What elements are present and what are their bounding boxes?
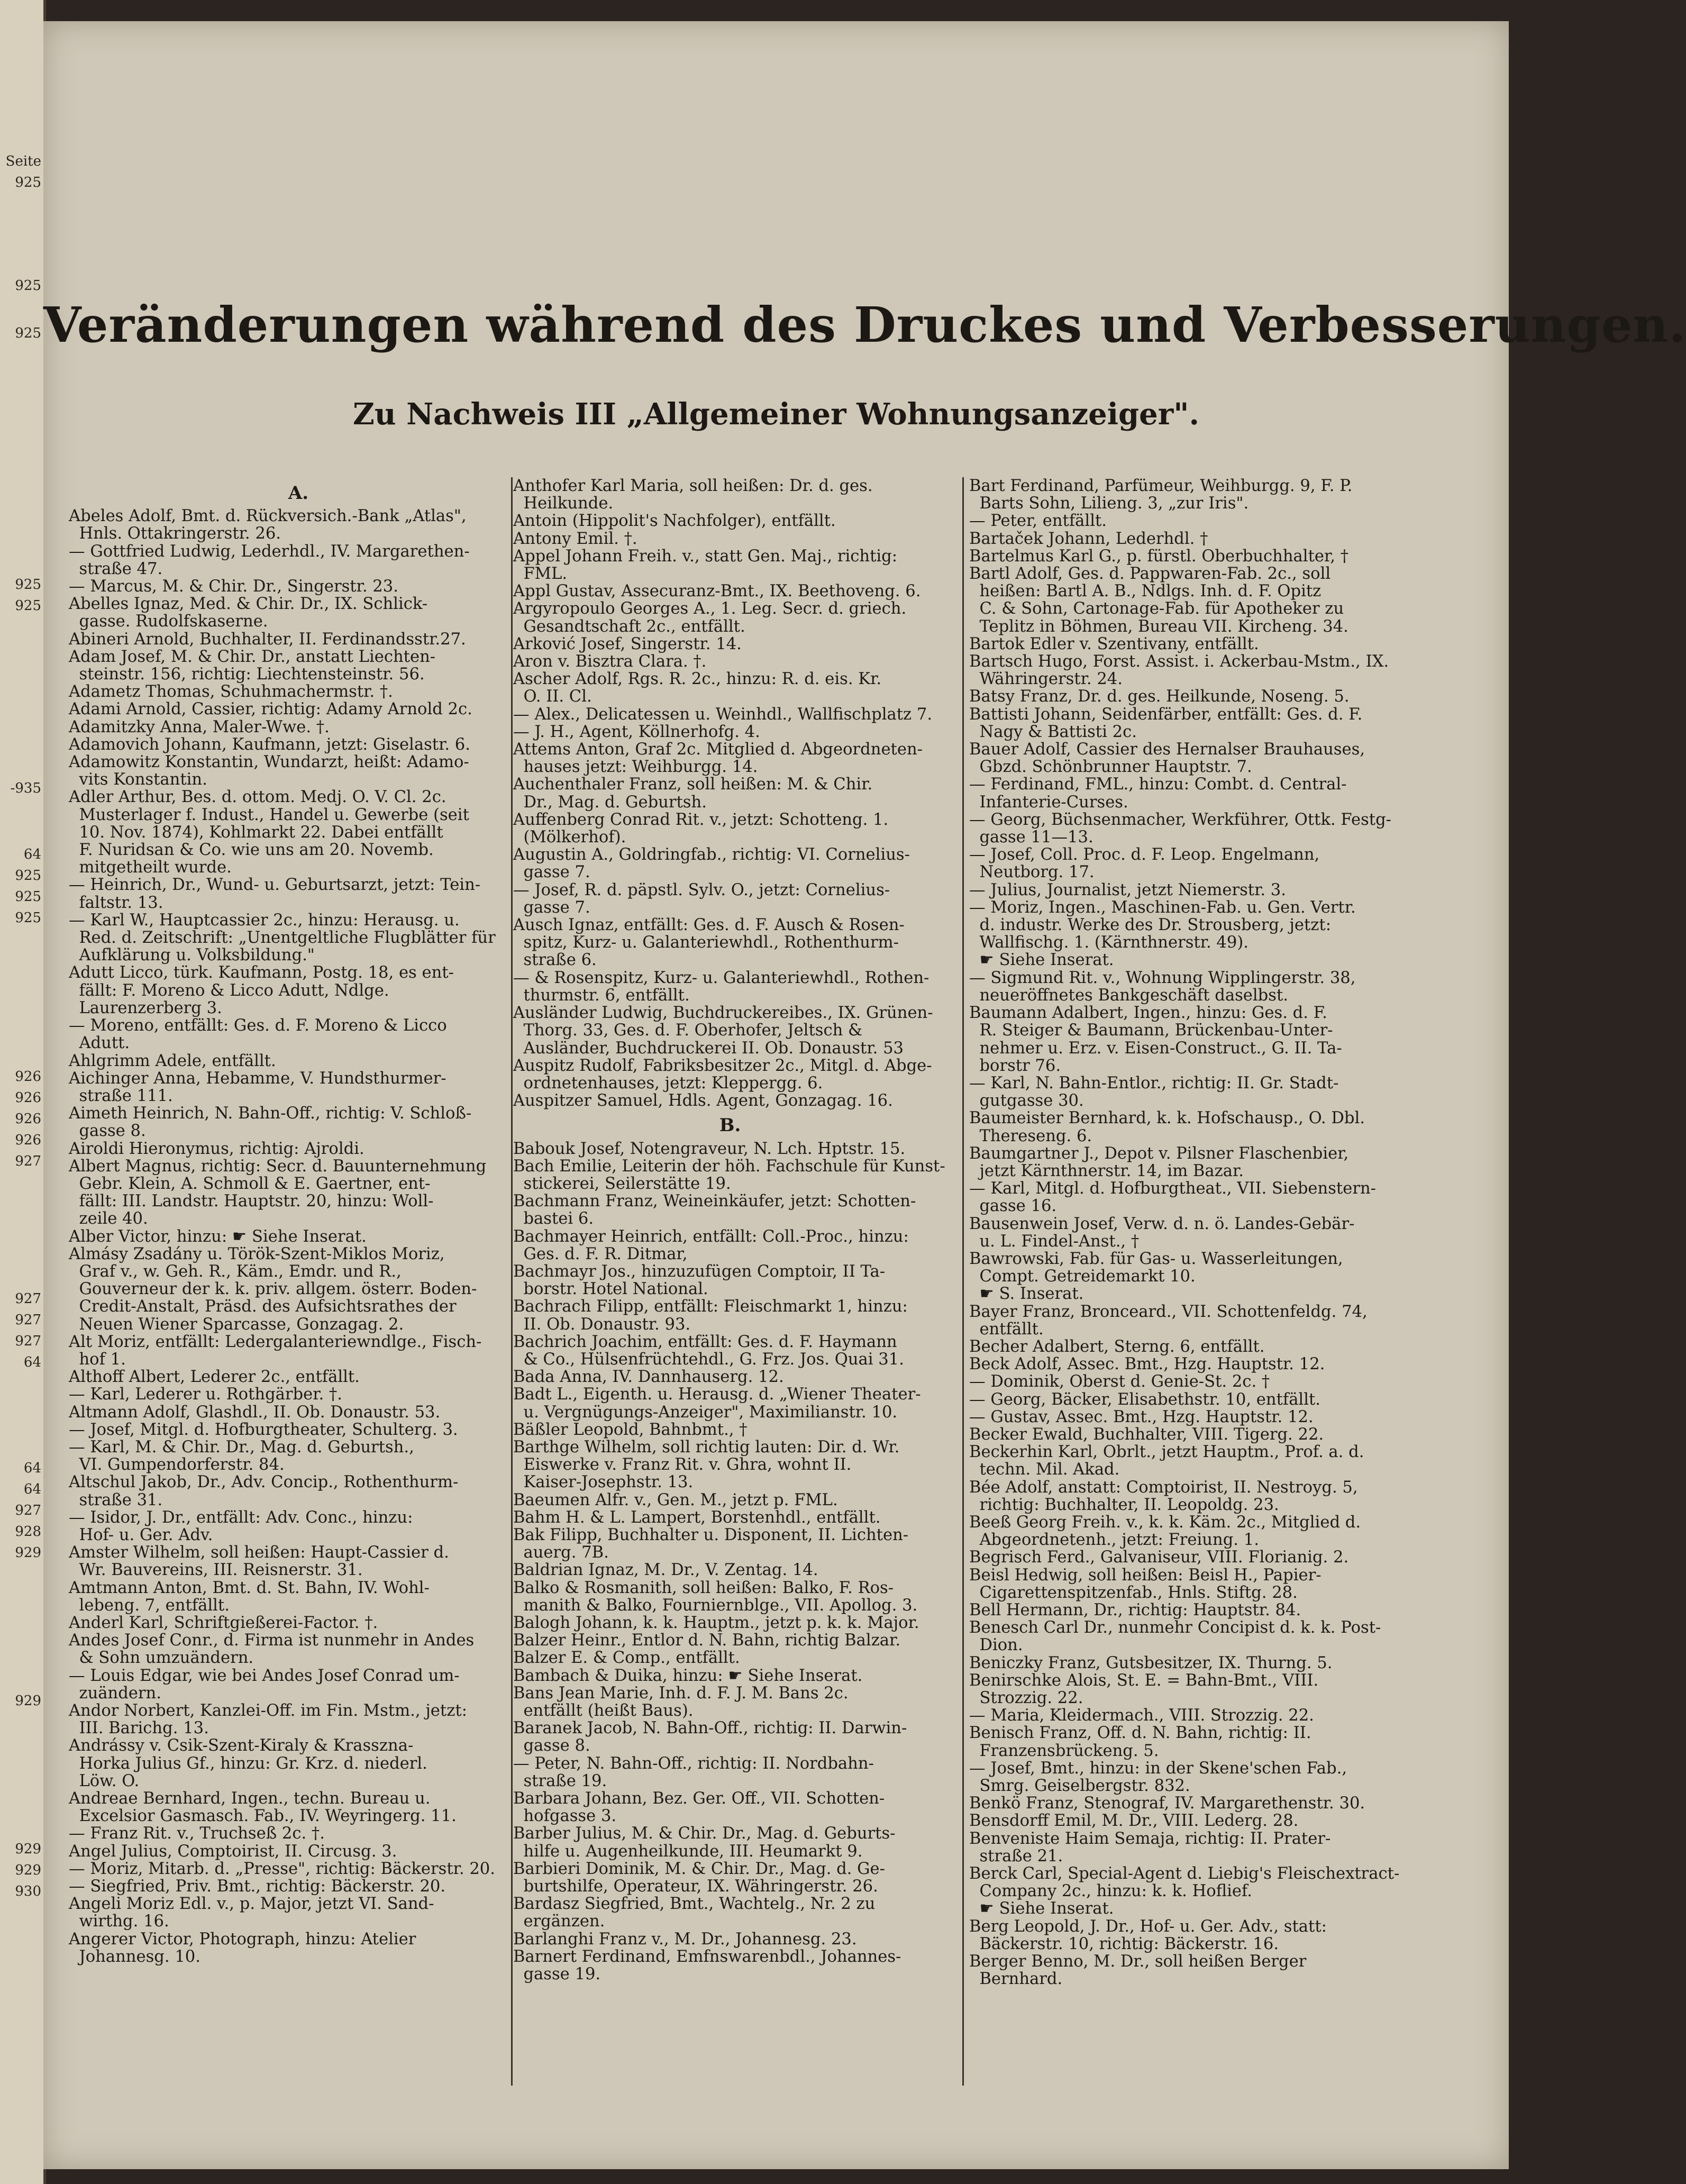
- entry-line: Barlanghi Franz v., M. Dr., Johannesg. 23.: [513, 1930, 857, 1949]
- entry-line: O. II. Cl.: [513, 687, 592, 706]
- entry-line: — Gottfried Ludwig, Lederhdl., IV. Margarethen-: [69, 542, 470, 561]
- entry-line: — Maria, Kleidermach., VIII. Strozzig. 22.: [969, 1706, 1314, 1725]
- entry-line: Auspitzer Samuel, Hdls. Agent, Gonzagag. 16.: [513, 1091, 893, 1111]
- entry-line: Bawrowski, Fab. für Gas- u. Wasserleitungen,: [969, 1249, 1343, 1268]
- margin-page-number: 64: [23, 1354, 41, 1370]
- entry-line: Infanterie-Curses.: [969, 793, 1128, 812]
- entry-line: Credit-Anstalt, Präsd. des Aufsichtsrathes der: [69, 1297, 457, 1316]
- entry-line: gasse 7.: [513, 863, 590, 882]
- entry-line: — Karl, M. & Chir. Dr., Mag. d. Geburtsh.,: [69, 1437, 414, 1457]
- entry-line: Augustin A., Goldringfab., richtig: VI. Cornelius-: [513, 845, 910, 865]
- entry-line: Adametz Thomas, Schuhmachermstr. †.: [69, 683, 393, 702]
- entry-line: Adamowitz Konstantin, Wundarzt, heißt: Adamo-: [69, 753, 469, 772]
- entry-line: Beisl Hedwig, soll heißen: Beisl H., Papier-: [969, 1566, 1322, 1585]
- entry-line: hauses jetzt: Weihburgg. 14.: [513, 758, 758, 777]
- entry-line: entfällt.: [969, 1320, 1044, 1339]
- entry-line: Smrg. Geiselbergstr. 832.: [969, 1777, 1190, 1796]
- entry-line: burtshilfe, Operateur, IX. Währingerstr. 26.: [513, 1877, 878, 1896]
- entry-line: richtig: Buchhalter, II. Leopoldg. 23.: [969, 1495, 1279, 1514]
- entry-line: Hnls. Ottakringerstr. 26.: [69, 524, 281, 543]
- entry-line: Beck Adolf, Assec. Bmt., Hzg. Hauptstr. 12.: [969, 1355, 1325, 1374]
- entry-line: — Siegfried, Priv. Bmt., richtig: Bäckerstr. 20.: [69, 1877, 446, 1896]
- entry-line: Gebr. Klein, A. Schmoll & E. Gaertner, ent-: [69, 1174, 431, 1193]
- margin-page-number: 925: [15, 910, 41, 926]
- entry-line: straße 19.: [513, 1771, 607, 1790]
- entry-line: Musterlager f. Indust., Handel u. Gewerbe (seit: [69, 805, 469, 824]
- margin-page-number: 925: [15, 278, 41, 294]
- entry-line: Baranek Jacob, N. Bahn-Off., richtig: II. Darwin-: [513, 1719, 907, 1738]
- entry-line: Baumgartner J., Depot v. Pilsner Flaschenbier,: [969, 1144, 1349, 1163]
- entry-line: Auspitz Rudolf, Fabriksbesitzer 2c., Mitgl. d. Abge-: [513, 1056, 932, 1075]
- document-page: [43, 21, 1686, 2169]
- entry-line: Anthofer Karl Maria, soll heißen: Dr. d. ges.: [513, 477, 873, 495]
- entry-line: zuändern.: [69, 1684, 161, 1703]
- entry-line: Bäßler Leopold, Bahnbmt., †: [513, 1420, 748, 1439]
- entry-line: Angeli Moriz Edl. v., p. Major, jetzt VI. Sand-: [69, 1895, 434, 1914]
- entry-line: — & Rosenspitz, Kurz- u. Galanteriewhdl., Rothen-: [513, 968, 929, 987]
- entry-line: Antoin (Hippolit's Nachfolger), entfällt.: [513, 512, 836, 531]
- entry-line: manith & Balko, Fourniernblge., VII. Apollog. 3.: [513, 1596, 918, 1615]
- entry-line: Barnert Ferdinand, Emfnswarenbdl., Johannes-: [513, 1947, 901, 1966]
- entry-line: Benisch Franz, Off. d. N. Bahn, richtig: II.: [969, 1724, 1311, 1743]
- entry-line: Andes Josef Conr., d. Firma ist nunmehr in Andes: [69, 1631, 475, 1650]
- entry-line: Arković Josef, Singerstr. 14.: [513, 634, 742, 653]
- entry-line: Excelsior Gasmasch. Fab., IV. Weyringerg. 11.: [69, 1807, 457, 1826]
- entry-line: III. Barichg. 13.: [69, 1719, 209, 1738]
- entry-line: Dr., Mag. d. Geburtsh.: [513, 793, 707, 812]
- entry-line: Wallfischg. 1. (Kärnthnerstr. 49).: [969, 933, 1249, 952]
- entry-line: Amster Wilhelm, soll heißen: Haupt-Cassier d.: [69, 1543, 449, 1562]
- entry-line: Adami Arnold, Cassier, richtig: Adamy Arnold 2c.: [69, 700, 472, 719]
- entry-line: Bartsch Hugo, Forst. Assist. i. Ackerbau-Mstm., IX.: [969, 652, 1389, 671]
- entry-line: — Louis Edgar, wie bei Andes Josef Conrad um-: [69, 1666, 460, 1685]
- entry-line: Berg Leopold, J. Dr., Hof- u. Ger. Adv., statt:: [969, 1917, 1327, 1936]
- margin-page-number: 929: [15, 1545, 41, 1561]
- entry-line: Andreae Bernhard, Ingen., techn. Bureau u.: [69, 1789, 431, 1808]
- entry-line: (Mölkerhof).: [513, 828, 626, 847]
- entry-line: Bartelmus Karl G., p. fürstl. Oberbuchhalter, †: [969, 547, 1348, 566]
- entry-line: Beniczky Franz, Gutsbesitzer, IX. Thurng. 5.: [969, 1653, 1333, 1672]
- page-title: Veränderungen während des Druckes und Verbesserungen.: [43, 296, 1686, 353]
- entry-line: neueröffnetes Bankgeschäft daselbst.: [969, 986, 1288, 1005]
- entry-line: — Marcus, M. & Chir. Dr., Singerstr. 23.: [69, 577, 398, 596]
- margin-page-number: 925: [15, 868, 41, 884]
- entry-line: auerg. 7B.: [513, 1543, 609, 1562]
- entry-line: Baumann Adalbert, Ingen., hinzu: Ges. d. F.: [969, 1004, 1327, 1023]
- entry-line: Adamitzky Anna, Maler-Wwe. †.: [69, 717, 330, 736]
- margin-page-number: 925: [15, 598, 41, 614]
- entry-line: — Gustav, Assec. Bmt., Hzg. Hauptstr. 12.: [969, 1407, 1314, 1426]
- entry-line: Thorg. 33, Ges. d. F. Oberhofer, Jeltsch &: [513, 1021, 863, 1040]
- entry-line: gasse 11—13.: [969, 828, 1093, 847]
- margin-page-number: 927: [15, 1153, 41, 1169]
- entry-line: Batsy Franz, Dr. d. ges. Heilkunde, Noseng. 5.: [969, 687, 1350, 706]
- entry-line: Nagy & Battisti 2c.: [969, 722, 1137, 741]
- entry-line: — Karl, Mitgl. d. Hofburgtheat., VII. Siebenstern-: [969, 1179, 1376, 1198]
- entry-line: steinstr. 156, richtig: Liechtensteinstr. 56.: [69, 665, 425, 684]
- entry-line: Airoldi Hieronymus, richtig: Ajroldi.: [69, 1139, 364, 1158]
- entry-line: — Sigmund Rit. v., Wohnung Wipplingerstr. 38,: [969, 968, 1356, 987]
- entry-line: Abeles Adolf, Bmt. d. Rückversich.-Bank „Atlas",: [69, 507, 467, 526]
- entry-line: Anderl Karl, Schriftgießerei-Factor. †.: [69, 1614, 378, 1632]
- entry-line: d. industr. Werke des Dr. Strousberg, jetzt:: [969, 916, 1332, 935]
- entry-line: jetzt Kärnthnerstr. 14, im Bazar.: [969, 1161, 1244, 1180]
- entry-line: techn. Mil. Akad.: [969, 1460, 1120, 1479]
- entry-line: Almásy Zsadány u. Török-Szent-Miklos Moriz,: [69, 1244, 445, 1263]
- entry-line: — Georg, Büchsenmacher, Werkführer, Ottk. Festg-: [969, 810, 1392, 829]
- entry-line: Appel Johann Freih. v., statt Gen. Maj., richtig:: [513, 547, 898, 566]
- entry-line: & Sohn umzuändern.: [69, 1649, 254, 1668]
- entry-line: Altmann Adolf, Glashdl., II. Ob. Donaustr. 53.: [69, 1403, 441, 1422]
- entry-line: Bak Filipp, Buchhalter u. Disponent, II. Lichten-: [513, 1525, 909, 1544]
- entry-line: Auffenberg Conrad Rit. v., jetzt: Schotteng. 1.: [513, 810, 889, 829]
- entry-line: Währingerstr. 24.: [969, 670, 1123, 689]
- margin-page-number: 925: [15, 577, 41, 593]
- entry-line: Aichinger Anna, Hebamme, V. Hundsthurmer-: [69, 1069, 446, 1088]
- entry-line: — Georg, Bäcker, Elisabethstr. 10, entfällt.: [969, 1390, 1321, 1409]
- entry-line: Bayer Franz, Bronceard., VII. Schottenfeldg. 74,: [969, 1302, 1368, 1321]
- entry-line: Bardasz Siegfried, Bmt., Wachtelg., Nr. 2 zu: [513, 1895, 876, 1914]
- entry-line: Barber Julius, M. & Chir. Dr., Mag. d. Geburts-: [513, 1824, 896, 1843]
- entry-line: Hof- u. Ger. Adv.: [69, 1525, 213, 1544]
- entry-line: Andor Norbert, Kanzlei-Off. im Fin. Mstm., jetzt:: [69, 1701, 467, 1721]
- entry-line: Ascher Adolf, Rgs. R. 2c., hinzu: R. d. eis. Kr.: [513, 670, 882, 689]
- entry-line: Amtmann Anton, Bmt. d. St. Bahn, IV. Wohl-: [69, 1578, 430, 1597]
- entry-line: Aufklärung u. Volksbildung.": [69, 946, 315, 965]
- entry-line: Becker Ewald, Buchhalter, VIII. Tigerg. 22.: [969, 1425, 1324, 1444]
- entry-line: Bachmayer Heinrich, entfällt: Coll.-Proc., hinzu:: [513, 1227, 909, 1246]
- entry-line: Bell Hermann, Dr., richtig: Hauptstr. 84.: [969, 1601, 1301, 1619]
- entry-line: Franzensbrückeng. 5.: [969, 1741, 1159, 1760]
- entry-line: Strozzig. 22.: [969, 1689, 1083, 1708]
- entry-line: Altschul Jakob, Dr., Adv. Concip., Rothenthurm-: [69, 1473, 459, 1492]
- entry-line: Gesandtschaft 2c., entfällt.: [513, 617, 745, 636]
- margin-page-number: 929: [15, 1693, 41, 1709]
- entry-line: Auchenthaler Franz, soll heißen: M. & Chir.: [513, 775, 873, 794]
- margin-page-number: 929: [15, 1862, 41, 1878]
- entry-line: F. Nuridsan & Co. wie uns am 20. Novemb.: [69, 841, 434, 860]
- entry-line: borstr 76.: [969, 1056, 1061, 1075]
- entry-line: Löw. O.: [69, 1771, 140, 1790]
- entry-line: ☛ Siehe Inserat.: [969, 1899, 1114, 1918]
- entry-line: — Karl, N. Bahn-Entlor., richtig: II. Gr. Stadt-: [969, 1073, 1339, 1093]
- text-column-3: [969, 477, 1477, 2086]
- entry-line: borstr. Hotel National.: [513, 1280, 708, 1299]
- entry-line: Aimeth Heinrich, N. Bahn-Off., richtig: V. Schloß-: [69, 1104, 472, 1123]
- entry-line: Company 2c., hinzu: k. k. Hoflief.: [969, 1882, 1252, 1901]
- entry-line: gasse 7.: [513, 898, 590, 917]
- page-subtitle: Zu Nachweis III „Allgemeiner Wohnungsanzeiger".: [353, 397, 1199, 432]
- entry-line: & Co., Hülsenfrüchtehdl., G. Frz. Jos. Quai 31.: [513, 1350, 904, 1369]
- entry-line: — Peter, N. Bahn-Off., richtig: II. Nordbahn-: [513, 1754, 874, 1773]
- entry-line: Johannesg. 10.: [69, 1947, 201, 1966]
- entry-line: Ahlgrimm Adele, entfällt.: [69, 1051, 276, 1070]
- margin-page-number: 925: [15, 889, 41, 905]
- entry-line: Bans Jean Marie, Inh. d. F. J. M. Bans 2c.: [513, 1684, 849, 1703]
- margin-page-number: 925: [15, 175, 41, 190]
- entry-line: Adler Arthur, Bes. d. ottom. Medj. O. V. Cl. 2c.: [69, 788, 446, 807]
- entry-line: Eiswerke v. Franz Rit. v. Ghra, wohnt II.: [513, 1455, 852, 1475]
- entry-line: gasse 8.: [69, 1122, 146, 1141]
- entry-line: Adamovich Johann, Kaufmann, jetzt: Giselastr. 6.: [69, 735, 470, 754]
- entry-line: gasse 8.: [513, 1736, 590, 1755]
- margin-page-number: 927: [15, 1291, 41, 1307]
- entry-line: Bachrich Joachim, entfällt: Ges. d. F. Haymann: [513, 1332, 897, 1351]
- entry-line: Alt Moriz, entfällt: Ledergalanteriewndlge., Fisch-: [69, 1332, 482, 1351]
- margin-page-number: 64: [23, 1481, 41, 1497]
- entry-line: — Dominik, Oberst d. Genie-St. 2c. †: [969, 1372, 1270, 1391]
- entry-line: Bernhard.: [969, 1970, 1063, 1989]
- entry-line: Barthge Wilhelm, soll richtig lauten: Dir. d. Wr.: [513, 1437, 900, 1457]
- entry-line: Bach Emilie, Leiterin der höh. Fachschule für Kunst-: [513, 1157, 945, 1176]
- entry-line: straße 21.: [969, 1846, 1063, 1866]
- entry-line: Aron v. Bisztra Clara. †.: [513, 652, 707, 671]
- entry-line: 10. Nov. 1874), Kohlmarkt 22. Dabei entfällt: [69, 823, 443, 842]
- entry-line: Berger Benno, M. Dr., soll heißen Berger: [969, 1952, 1307, 1971]
- entry-line: Bartl Adolf, Ges. d. Pappwaren-Fab. 2c., soll: [969, 565, 1331, 584]
- entry-line: nehmer u. Erz. v. Eisen-Construct., G. II. Ta-: [969, 1039, 1342, 1058]
- entry-line: straße 31.: [69, 1490, 163, 1509]
- entry-line: Balogh Johann, k. k. Hauptm., jetzt p. k. k. Major.: [513, 1614, 919, 1632]
- entry-line: Andrássy v. Csik-Szent-Kiraly & Krasszna-: [69, 1736, 414, 1755]
- entry-line: — Moriz, Mitarb. d. „Presse", richtig: Bäckerstr. 20.: [69, 1859, 495, 1878]
- entry-line: Bart Ferdinand, Parfümeur, Weihburgg. 9, F. P.: [969, 477, 1353, 495]
- entry-line: hofgasse 3.: [513, 1807, 617, 1826]
- margin-page-number: 926: [15, 1090, 41, 1106]
- entry-line: Bée Adolf, anstatt: Comptoirist, II. Nestroyg. 5,: [969, 1478, 1358, 1497]
- entry-line: Abgeordnetenh., jetzt: Freiung. 1.: [969, 1531, 1259, 1550]
- entry-line: hof 1.: [69, 1350, 126, 1369]
- entry-line: u. Vergnügungs-Anzeiger", Maximilianstr. 10.: [513, 1403, 898, 1422]
- entry-line: Gouverneur der k. k. priv. allgem. österr. Boden-: [69, 1280, 477, 1299]
- margin-page-number: -935: [10, 780, 41, 796]
- entry-line: entfällt (heißt Baus).: [513, 1701, 694, 1721]
- entry-line: Dion.: [969, 1636, 1023, 1655]
- entry-line: — Karl, Lederer u. Rothgärber. †.: [69, 1385, 342, 1404]
- entry-line: vits Konstantin.: [69, 770, 207, 789]
- entry-line: — Josef, Mitgl. d. Hofburgtheater, Schulterg. 3.: [69, 1420, 458, 1439]
- entry-line: Kaiser-Josephstr. 13.: [513, 1473, 694, 1492]
- entry-line: Barbieri Dominik, M. & Chir. Dr., Mag. d. Ge-: [513, 1859, 885, 1878]
- margin-page-number: 930: [15, 1883, 41, 1899]
- entry-line: straße 47.: [69, 559, 163, 578]
- entry-line: Bachrach Filipp, entfällt: Fleischmarkt 1, hinzu:: [513, 1297, 908, 1316]
- entry-line: Begrisch Ferd., Galvaniseur, VIII. Florianig. 2.: [969, 1548, 1349, 1567]
- entry-line: Benveniste Haim Semaja, richtig: II. Prater-: [969, 1829, 1331, 1848]
- entry-line: Appl Gustav, Assecuranz-Bmt., IX. Beethoveng. 6.: [513, 582, 921, 601]
- margin-page-number: 64: [23, 1460, 41, 1476]
- entry-line: Neuen Wiener Sparcasse, Gonzagag. 2.: [69, 1315, 404, 1334]
- entry-line: Angerer Victor, Photograph, hinzu: Atelier: [69, 1930, 416, 1949]
- entry-line: Bahm H. & L. Lampert, Borstenhdl., entfällt.: [513, 1508, 881, 1527]
- entry-line: Horka Julius Gf., hinzu: Gr. Krz. d. niederl.: [69, 1754, 427, 1773]
- left-page-strip: [0, 0, 46, 2184]
- entry-line: Battisti Johann, Seidenfärber, entfällt: Ges. d. F.: [969, 705, 1363, 724]
- section-letter: A.: [288, 483, 309, 504]
- entry-line: zeile 40.: [69, 1209, 148, 1229]
- entry-line: Althoff Albert, Lederer 2c., entfällt.: [69, 1368, 360, 1387]
- entry-line: Ausländer Ludwig, Buchdruckereibes., IX. Grünen-: [513, 1004, 933, 1023]
- entry-line: Bambach & Duika, hinzu: ☛ Siehe Inserat.: [513, 1666, 863, 1685]
- entry-line: — Alex., Delicatessen u. Weinhdl., Wallfischplatz 7.: [513, 705, 933, 724]
- entry-line: — Karl W., Hauptcassier 2c., hinzu: Herausg. u.: [69, 911, 460, 930]
- margin-page-number: Seite: [5, 153, 41, 169]
- entry-line: Balzer Heinr., Entlor d. N. Bahn, richtig Balzar.: [513, 1631, 901, 1650]
- entry-line: gasse. Rudolfskaserne.: [69, 612, 268, 631]
- entry-line: Adutt.: [69, 1034, 130, 1053]
- entry-line: ergänzen.: [513, 1912, 605, 1931]
- entry-line: thurmstr. 6, entfällt.: [513, 986, 690, 1005]
- entry-line: Bartok Edler v. Szentivany, entfällt.: [969, 634, 1259, 653]
- margin-page-number: 926: [15, 1132, 41, 1148]
- entry-line: Adam Josef, M. & Chir. Dr., anstatt Liechten-: [69, 647, 436, 666]
- entry-line: Alber Victor, hinzu: ☛ Siehe Inserat.: [69, 1227, 367, 1246]
- entry-line: Balko & Rosmanith, soll heißen: Balko, F. Ros-: [513, 1578, 894, 1597]
- entry-line: Balzer E. & Comp., entfällt.: [513, 1649, 740, 1668]
- entry-line: Bensdorff Emil, M. Dr., VIII. Lederg. 28.: [969, 1812, 1299, 1831]
- entry-line: Benesch Carl Dr., nunmehr Concipist d. k. k. Post-: [969, 1618, 1381, 1637]
- entry-line: R. Steiger & Baumann, Brückenbau-Unter-: [969, 1021, 1333, 1040]
- entry-line: Baeumen Alfr. v., Gen. M., jetzt p. FML.: [513, 1490, 838, 1509]
- entry-line: Red. d. Zeitschrift: „Unentgeltliche Flugblätter für: [69, 929, 496, 948]
- entry-line: — Moriz, Ingen., Maschinen-Fab. u. Gen. Vertr.: [969, 898, 1356, 917]
- text-column-2: [513, 477, 947, 2086]
- entry-line: — Ferdinand, FML., hinzu: Combt. d. Central-: [969, 775, 1347, 794]
- entry-line: Cigarettenspitzenfab., Hnls. Stiftg. 28.: [969, 1583, 1298, 1602]
- entry-line: lebeng. 7, entfällt.: [69, 1596, 230, 1615]
- entry-line: gutgasse 30.: [969, 1091, 1084, 1111]
- entry-line: Graf v., w. Geh. R., Käm., Emdr. und R.,: [69, 1262, 402, 1281]
- entry-line: Ges. d. F. R. Ditmar,: [513, 1244, 688, 1263]
- entry-line: straße 111.: [69, 1086, 173, 1105]
- entry-line: Benirschke Alois, St. E. = Bahn-Bmt., VIII.: [969, 1671, 1319, 1690]
- margin-page-number: 926: [15, 1111, 41, 1127]
- entry-line: ordnetenhauses, jetzt: Kleppergg. 6.: [513, 1073, 823, 1093]
- entry-line: Laurenzerberg 3.: [69, 998, 222, 1017]
- entry-line: Argyropoulo Georges A., 1. Leg. Secr. d. griech.: [513, 599, 907, 618]
- entry-line: Abelles Ignaz, Med. & Chir. Dr., IX. Schlick-: [69, 595, 428, 614]
- entry-line: Baumeister Bernhard, k. k. Hofschausp., O. Dbl.: [969, 1109, 1365, 1128]
- entry-line: — Moreno, entfällt: Ges. d. F. Moreno & Licco: [69, 1016, 447, 1035]
- entry-line: ☛ S. Inserat.: [969, 1285, 1084, 1304]
- entry-line: Neutborg. 17.: [969, 863, 1095, 882]
- entry-line: Benkö Franz, Stenograf, IV. Margarethenstr. 30.: [969, 1794, 1365, 1813]
- entry-line: Bachmann Franz, Weineinkäufer, jetzt: Schotten-: [513, 1192, 916, 1211]
- entry-line: — Josef, R. d. päpstl. Sylv. O., jetzt: Cornelius-: [513, 880, 890, 899]
- entry-line: Antony Emil. †.: [513, 529, 637, 548]
- entry-line: C. & Sohn, Cartonage-Fab. für Apotheker zu: [969, 599, 1344, 618]
- entry-line: Badt L., Eigenth. u. Herausg. d. „Wiener Theater-: [513, 1385, 921, 1404]
- entry-line: Teplitz in Böhmen, Bureau VII. Kircheng. 34.: [969, 617, 1348, 636]
- margin-page-number: 925: [15, 325, 41, 341]
- entry-line: Ausländer, Buchdruckerei II. Ob. Donaustr. 53: [513, 1039, 904, 1058]
- entry-line: — Julius, Journalist, jetzt Niemerstr. 3.: [969, 880, 1286, 899]
- entry-line: FML.: [513, 565, 568, 584]
- entry-line: Barbara Johann, Bez. Ger. Off., VII. Schotten-: [513, 1789, 885, 1808]
- entry-line: Abineri Arnold, Buchhalter, II. Ferdinandsstr.27.: [69, 630, 466, 649]
- margin-page-number: 926: [15, 1069, 41, 1085]
- entry-line: faltstr. 13.: [69, 893, 163, 912]
- entry-line: Compt. Getreidemarkt 10.: [969, 1267, 1196, 1286]
- entry-line: Beckerhin Karl, Obrlt., jetzt Hauptm., Prof. a. d.: [969, 1443, 1364, 1462]
- entry-line: stickerei, Seilerstätte 19.: [513, 1174, 731, 1193]
- entry-line: gasse 19.: [513, 1965, 601, 1984]
- entry-line: Beeß Georg Freih. v., k. k. Käm. 2c., Mitglied d.: [969, 1513, 1361, 1532]
- entry-line: wirthg. 16.: [69, 1912, 169, 1931]
- margin-page-number: 928: [15, 1524, 41, 1540]
- entry-line: VI. Gumpendorferstr. 84.: [69, 1455, 285, 1475]
- entry-line: — Isidor, J. Dr., entfällt: Adv. Conc., hinzu:: [69, 1508, 413, 1527]
- entry-line: hilfe u. Augenheilkunde, III. Heumarkt 9.: [513, 1842, 863, 1861]
- entry-line: spitz, Kurz- u. Galanteriewhdl., Rothenthurm-: [513, 933, 899, 952]
- column-rule-2: [962, 477, 964, 2086]
- entry-line: Heilkunde.: [513, 494, 614, 513]
- entry-line: — Josef, Coll. Proc. d. F. Leop. Engelmann,: [969, 845, 1320, 865]
- entry-line: Baldrian Ignaz, M. Dr., V. Zentag. 14.: [513, 1561, 818, 1580]
- entry-line: gasse 16.: [969, 1197, 1057, 1216]
- margin-page-number: 927: [15, 1333, 41, 1349]
- entry-line: Gbzd. Schönbrunner Hauptstr. 7.: [969, 758, 1252, 777]
- margin-page-number: 64: [23, 847, 41, 862]
- entry-line: bastei 6.: [513, 1209, 594, 1229]
- margin-page-number: 927: [15, 1503, 41, 1518]
- entry-line: Wr. Bauvereins, III. Reisnerstr. 31.: [69, 1561, 363, 1580]
- entry-line: mitgetheilt wurde.: [69, 858, 232, 877]
- entry-line: Barts Sohn, Lilieng. 3, „zur Iris".: [969, 494, 1249, 513]
- entry-line: Babouk Josef, Notengraveur, N. Lch. Hptstr. 15.: [513, 1139, 906, 1158]
- entry-line: — Peter, entfällt.: [969, 512, 1107, 531]
- entry-line: Bartaček Johann, Lederhdl. †: [969, 529, 1208, 548]
- entry-line: Berck Carl, Special-Agent d. Liebig's Fleischextract-: [969, 1864, 1400, 1883]
- entry-line: Becher Adalbert, Sterng. 6, entfällt.: [969, 1337, 1265, 1356]
- margin-page-number: 927: [15, 1312, 41, 1328]
- entry-line: Bada Anna, IV. Dannhauserg. 12.: [513, 1368, 784, 1387]
- entry-line: Attems Anton, Graf 2c. Mitglied d. Abgeordneten-: [513, 740, 923, 759]
- text-column-1: [69, 477, 528, 2086]
- entry-line: — Heinrich, Dr., Wund- u. Geburtsarzt, jetzt: Tein-: [69, 876, 481, 895]
- entry-line: Angel Julius, Comptoirist, II. Circusg. 3.: [69, 1842, 397, 1861]
- entry-line: Albert Magnus, richtig: Secr. d. Bauunternehmung: [69, 1157, 487, 1176]
- entry-line: — Franz Rit. v., Truchseß 2c. †.: [69, 1824, 325, 1843]
- entry-line: fällt: F. Moreno & Licco Adutt, Ndlge.: [69, 981, 389, 1000]
- entry-line: II. Ob. Donaustr. 93.: [513, 1315, 691, 1334]
- entry-line: straße 6.: [513, 951, 597, 970]
- entry-line: Adutt Licco, türk. Kaufmann, Postg. 18, es ent-: [69, 963, 454, 982]
- entry-line: — J. H., Agent, Köllnerhofg. 4.: [513, 722, 760, 741]
- entry-line: Bachmayr Jos., hinzuzufügen Comptoir, II Ta-: [513, 1262, 886, 1281]
- entry-line: Bäckerstr. 10, richtig: Bäckerstr. 16.: [969, 1934, 1279, 1953]
- entry-line: Bausenwein Josef, Verw. d. n. ö. Landes-Gebär-: [969, 1214, 1355, 1233]
- entry-line: ☛ Siehe Inserat.: [969, 951, 1114, 970]
- entry-line: u. L. Findel-Anst., †: [969, 1232, 1140, 1251]
- entry-line: Thereseng. 6.: [969, 1126, 1092, 1145]
- entry-line: heißen: Bartl A. B., Ndlgs. Inh. d. F. Opitz: [969, 582, 1322, 601]
- entry-line: Ausch Ignaz, entfällt: Ges. d. F. Ausch & Rosen-: [513, 916, 905, 935]
- entry-line: fällt: III. Landstr. Hauptstr. 20, hinzu: Woll-: [69, 1192, 434, 1211]
- entry-line: Bauer Adolf, Cassier des Hernalser Brauhauses,: [969, 740, 1365, 759]
- margin-page-number: 929: [15, 1841, 41, 1857]
- entry-line: — Josef, Bmt., hinzu: in der Skene'schen Fab.,: [969, 1759, 1347, 1778]
- section-letter: B.: [719, 1115, 741, 1136]
